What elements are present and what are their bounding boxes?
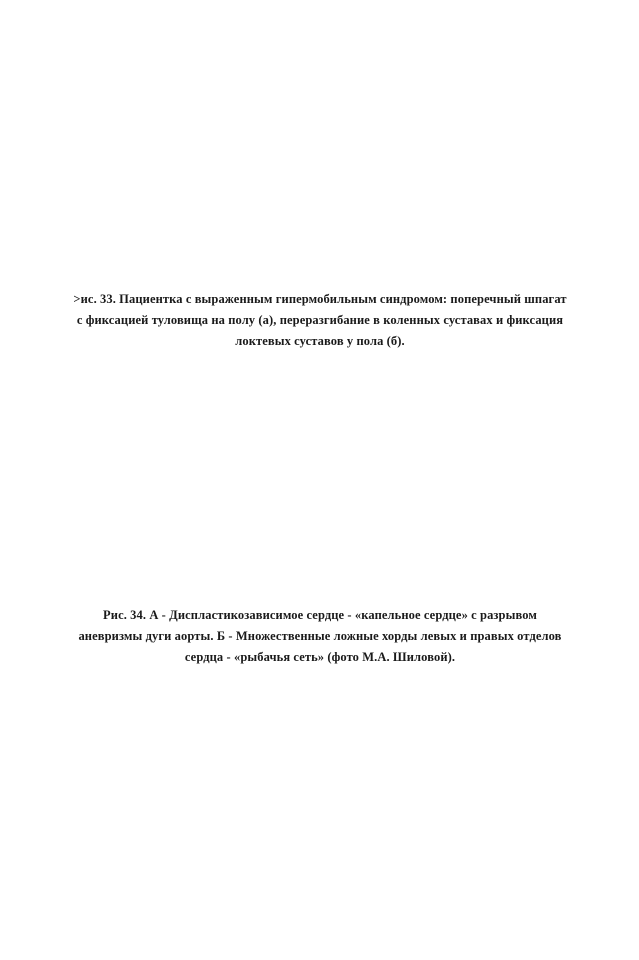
caption-line: с фиксацией туловища на полу (а), переразгибание в коленных суставах и фиксация	[76, 313, 564, 327]
caption-line: аневризмы дуги аорты. Б - Множественные ложные хорды левых и правых отделов	[78, 629, 562, 643]
figure-33-caption	[40, 289, 600, 352]
figure-34-caption	[50, 605, 590, 668]
caption-line: локтевых суставов у пола (б).	[235, 334, 405, 348]
caption-line: Рис. 34. А - Диспластикозависимое сердце - «капельное сердце» с разрывом	[103, 608, 537, 622]
caption-line: сердца - «рыбачья сеть» (фото М.А. Шиловой).	[184, 650, 456, 664]
caption-line: >ис. 33. Пациентка с выраженным гипермобильным синдромом: поперечный шпагат	[73, 292, 567, 306]
